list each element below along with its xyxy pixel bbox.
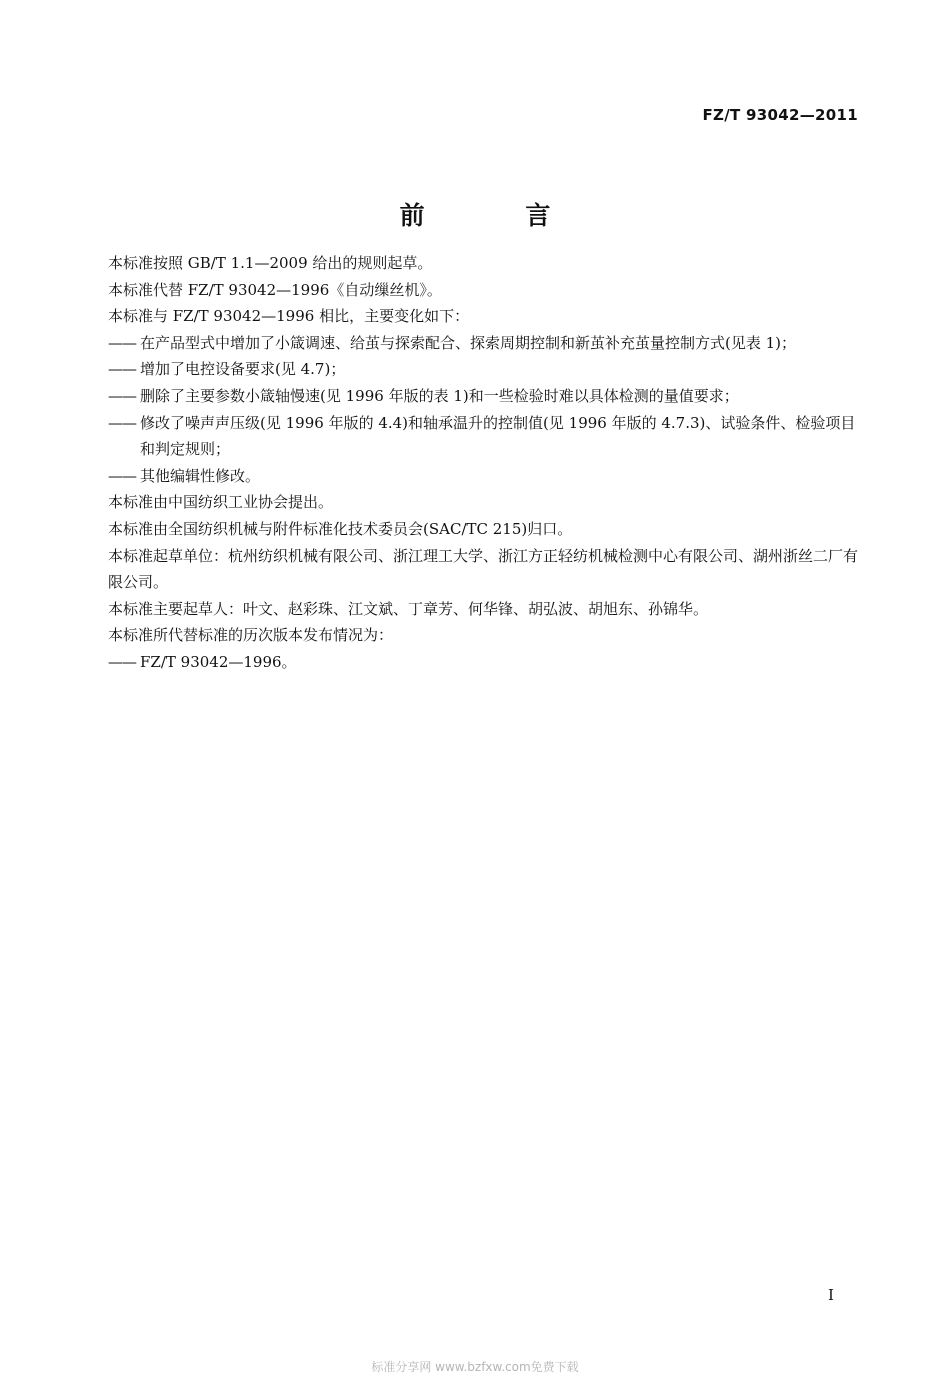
- paragraph-proposer: 本标准由中国纺织工业协会提出。: [108, 493, 334, 512]
- paragraph-replaces: 本标准代替 FZ/T 93042—1996《自动缫丝机》。: [108, 280, 442, 299]
- change-item-text: 删除了主要参数小箴轴慢速(见 1996 年版的表 1)和一些检验时难以具体检测的量值要求；: [140, 386, 739, 405]
- dash-marker: ——: [108, 386, 136, 405]
- dash-marker: ——: [108, 333, 136, 352]
- document-body: [108, 250, 860, 676]
- dash-marker: ——: [108, 360, 136, 379]
- dash-marker: ——: [108, 413, 136, 432]
- paragraph-drafting-rules: 本标准按照 GB/T 1.1—2009 给出的规则起草。: [108, 254, 433, 272]
- history-item: [108, 649, 860, 676]
- change-item-text: 增加了电控设备要求(见 4.7)；: [140, 360, 346, 379]
- dash-marker: ——: [108, 466, 136, 485]
- change-item: [108, 463, 860, 490]
- change-item: [108, 330, 860, 357]
- page-title: 前 言: [399, 201, 597, 230]
- paragraph-drafters: 本标准主要起草人：叶文、赵彩珠、江文斌、丁章芳、何华锋、胡弘波、胡旭东、孙锦华。: [108, 599, 709, 618]
- dash-marker: ——: [108, 652, 136, 671]
- change-item: [108, 356, 860, 383]
- page-number: I: [828, 1286, 834, 1304]
- change-item: [108, 410, 860, 463]
- change-item-text: 在产品型式中增加了小箴调速、给茧与探索配合、探索周期控制和新茧补充茧量控制方式(见表 1)；: [140, 333, 797, 352]
- change-item: [108, 383, 860, 410]
- change-item-text: 修改了噪声声压级(见 1996 年版的 4.4)和轴承温升的控制值(见 1996 年版的 4.7.3)、试验条件、检验项目和判定规则；: [140, 413, 856, 459]
- history-item-text: FZ/T 93042—1996。: [140, 652, 297, 671]
- paragraph-changes-intro: 本标准与 FZ/T 93042—1996 相比，主要变化如下：: [108, 307, 470, 326]
- paragraph-committee: 本标准由全国纺织机械与附件标准化技术委员会(SAC/TC 215)归口。: [108, 519, 573, 538]
- paragraph-history-intro: 本标准所代替标准的历次版本发布情况为：: [108, 626, 394, 645]
- paragraph-drafting-units: 本标准起草单位：杭州纺织机械有限公司、浙江理工大学、浙江方正轻纺机械检测中心有限公司、湖州浙丝二厂有限公司。: [108, 546, 859, 592]
- standard-number: FZ/T 93042—2011: [702, 106, 858, 124]
- watermark: 标准分享网 www.bzfxw.com免费下载: [371, 1360, 579, 1374]
- change-item-text: 其他编辑性修改。: [140, 466, 261, 485]
